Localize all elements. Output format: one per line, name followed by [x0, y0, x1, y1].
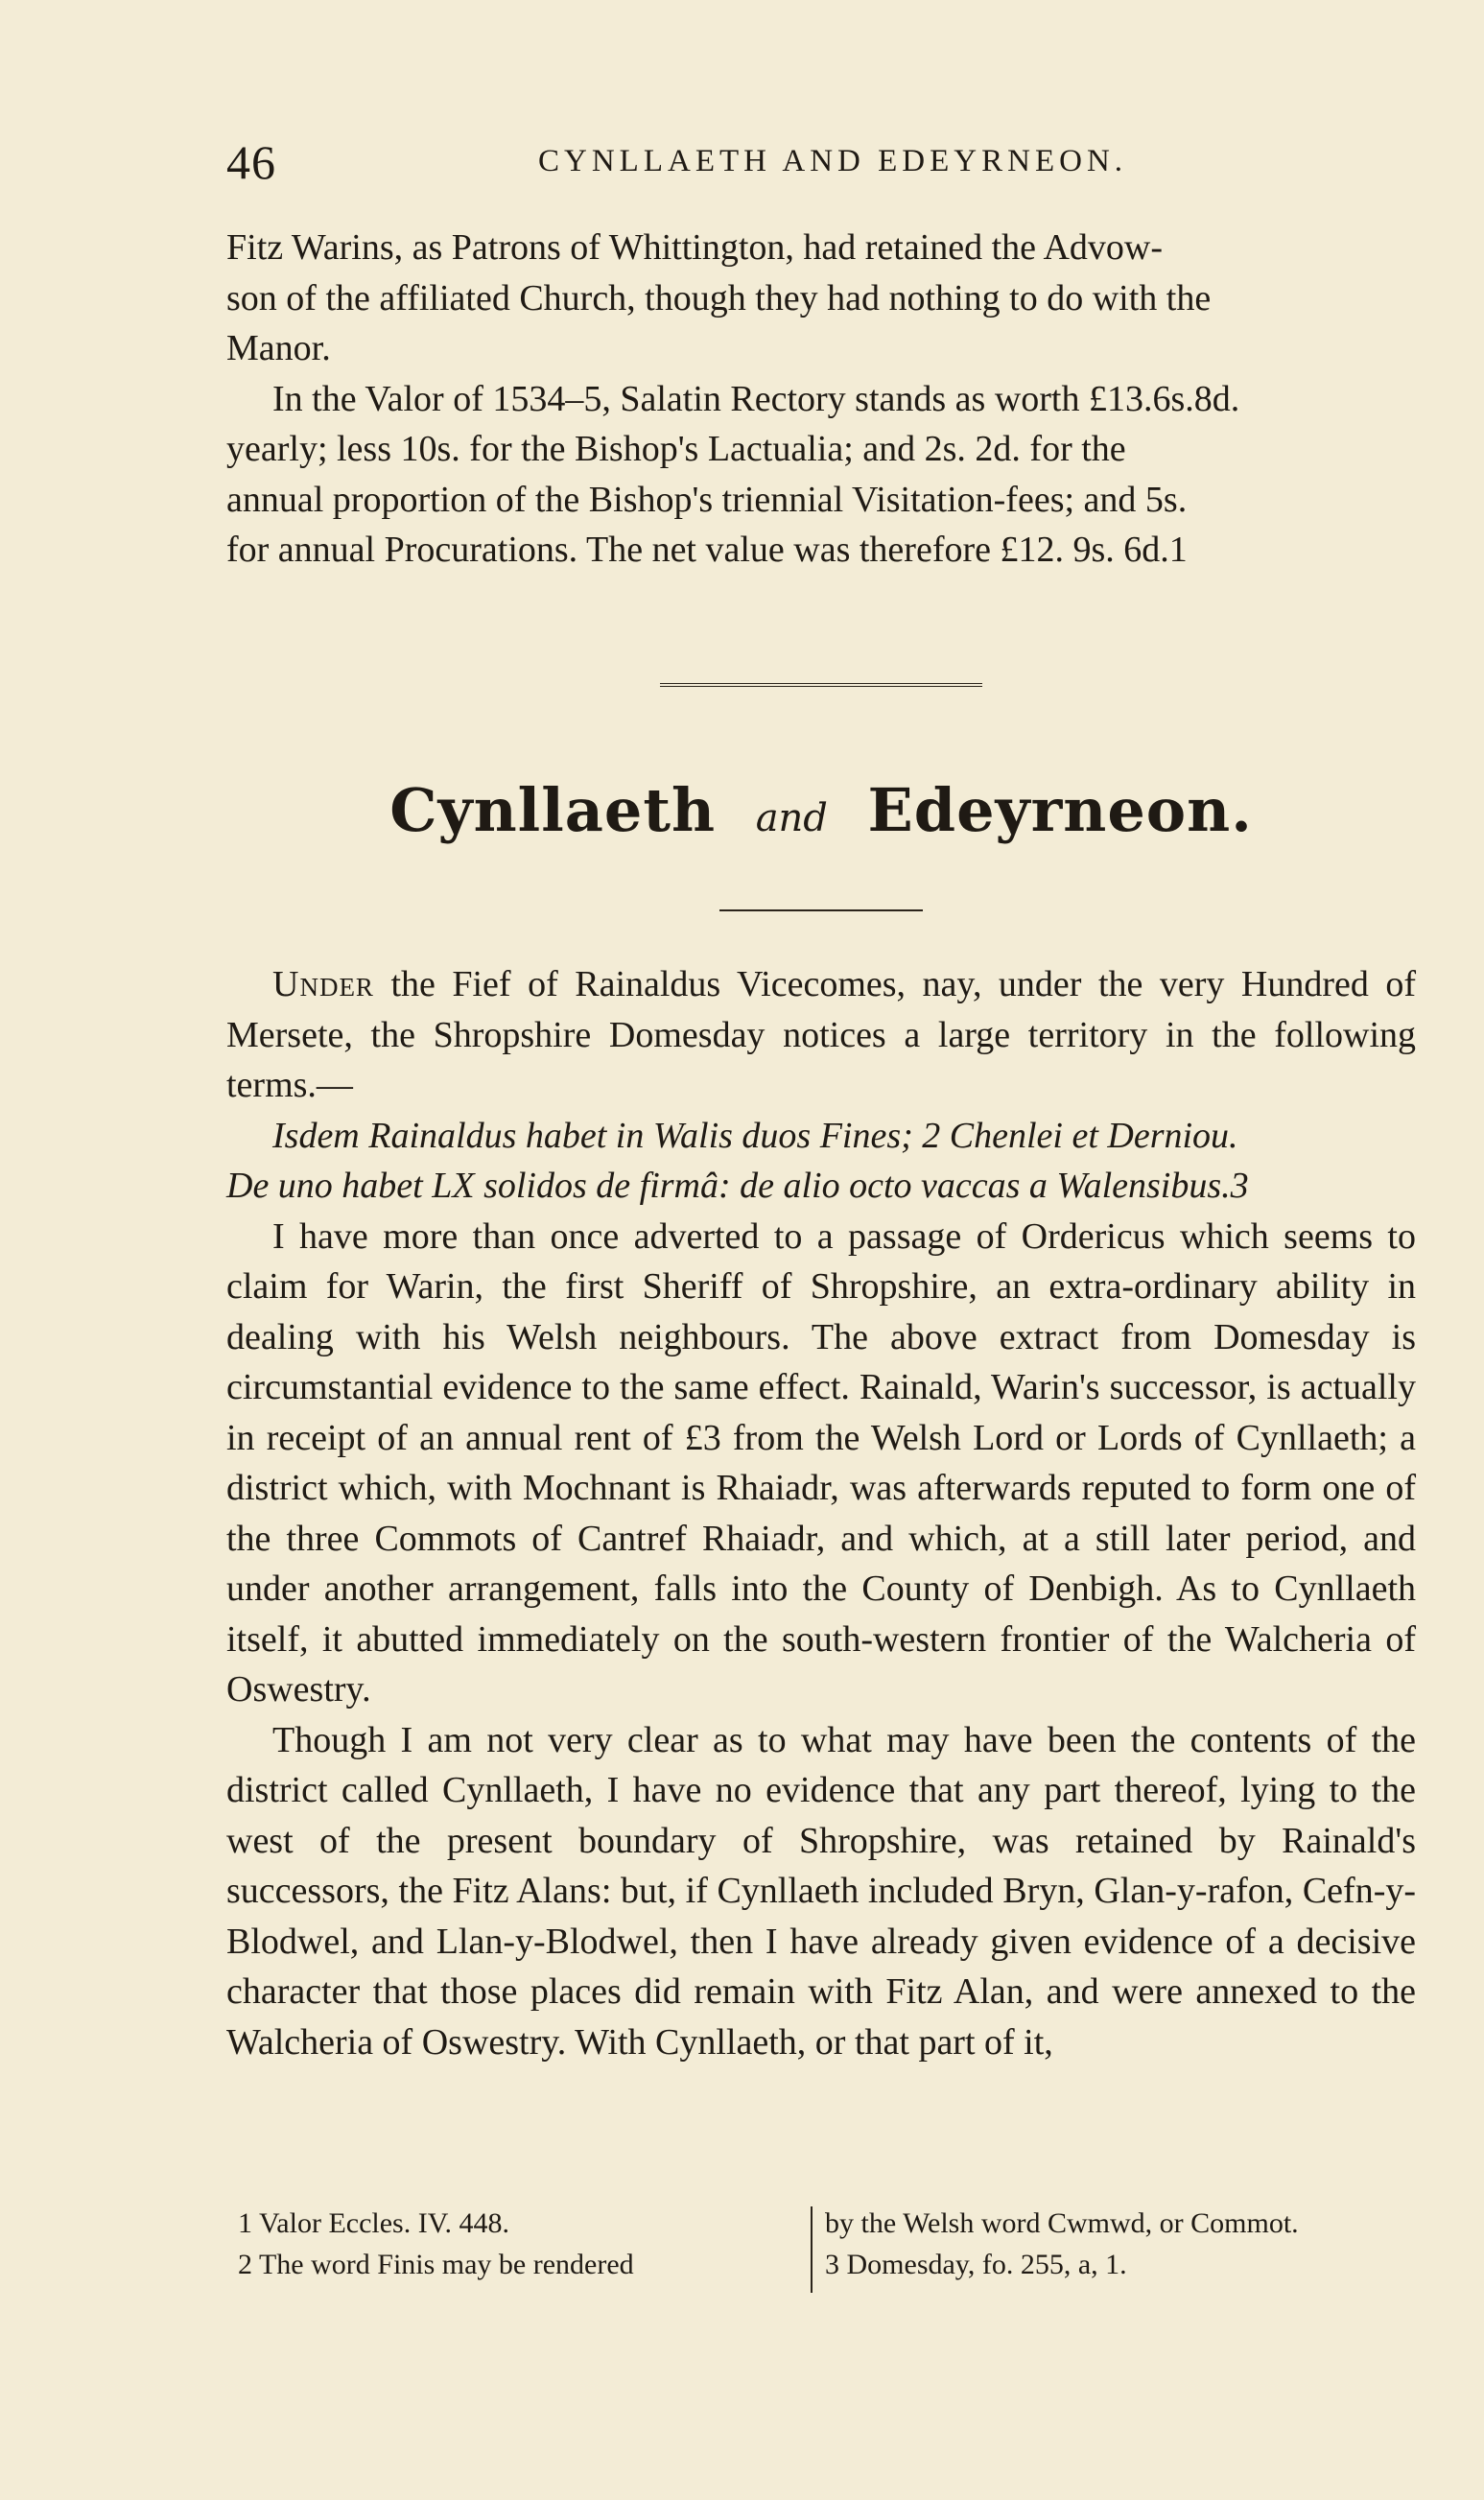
- footnote-2: 2 The word Finis may be rendered: [238, 2249, 634, 2280]
- para1-line: Fitz Warins, as Patrons of Whittington, had retained the Advow-: [226, 227, 1163, 268]
- domesday-quote: [226, 1111, 1416, 1212]
- section-title-right: Edeyrneon.: [867, 775, 1253, 845]
- paragraph-3: [226, 959, 1416, 1111]
- para2-line: In the Valor of 1534–5, Salatin Rectory stands as worth £13.6s.8d.: [272, 378, 1240, 419]
- para1-line: Manor.: [226, 328, 331, 368]
- running-head: [226, 134, 1425, 192]
- para2-line: annual proportion of the Bishop's triennial Visitation-fees; and 5s.: [226, 479, 1188, 520]
- main-text: [226, 959, 1416, 2067]
- footnote-2-continued: by the Welsh word Cwmwd, or Commot.: [825, 2207, 1299, 2239]
- section-title: [226, 775, 1416, 845]
- paragraph-3-text: the Fief of Rainaldus Vicecomes, nay, under the very Hundred of Mersete, the Shropshire Domesday notices a large territory in the following terms.—: [226, 964, 1416, 1105]
- opening-word: Under: [272, 964, 374, 1004]
- footnote-1: 1 Valor Eccles. IV. 448.: [238, 2207, 510, 2239]
- section-divider-bottom: [719, 909, 923, 911]
- section-divider-top: [660, 683, 982, 687]
- paragraph-1: [226, 223, 1416, 374]
- section-title-conjunction: and: [755, 796, 828, 840]
- footnote-divider: [811, 2206, 813, 2293]
- header-title: CYNLLAETH AND EDEYRNEON.: [538, 144, 1128, 178]
- footnotes-right-column: [825, 2203, 1391, 2285]
- para1-line: son of the affiliated Church, though they had nothing to do with the: [226, 277, 1212, 318]
- paragraph-2: [226, 374, 1416, 576]
- paragraph-4: I have more than once adverted to a passage of Ordericus which seems to claim for Warin, the first Sheriff of Shropshire, an extra-ordinary ability in dealing with his Welsh neighbours. The above extract from Domesday is circumstantial evidence to the same effect. Rainald, Warin's successor, is actually in receipt of an annual rent of £3 from the Welsh Lord or Lords of Cynllaeth; a district which, with Mochnant is Rhaiadr, was afterwards reputed to form one of the three Commots of Cantref Rhaiadr, and which, at a still later period, and under another arrangement, falls into the County of Denbigh. As to Cynllaeth itself, it abutted immediately on the south-western frontier of the Walcheria of Oswestry.: [226, 1215, 1416, 1710]
- para2-line: yearly; less 10s. for the Bishop's Lactualia; and 2s. 2d. for the: [226, 429, 1126, 469]
- quote-line: Isdem Rainaldus habet in Walis duos Fines; 2 Chenlei et Derniou.: [272, 1115, 1238, 1156]
- para2-line: for annual Procurations. The net value was therefore £12. 9s. 6d.1: [226, 530, 1188, 570]
- page-number: 46: [226, 135, 276, 189]
- quote-line: De uno habet LX solidos de firmâ: de alio octo vaccas a Walensibus.3: [226, 1166, 1249, 1206]
- footnote-3: 3 Domesday, fo. 255, a, 1.: [825, 2249, 1127, 2280]
- footnotes: [238, 2203, 1399, 2308]
- section-title-left: Cynllaeth: [389, 775, 717, 845]
- paragraph-5: Though I am not very clear as to what may have been the contents of the district called Cynllaeth, I have no evidence that any part thereof, lying to the west of the present boundary of Shropshire, was retained by Rainald's successors, the Fitz Alans: but, if Cynllaeth included Bryn, Glan-y-rafon, Cefn-y-Blodwel, and Llan-y-Blodwel, then I have already given evidence of a decisive character that those places did remain with Fitz Alan, and were annexed to the Walcheria of Oswestry. With Cynllaeth, or that part of it,: [226, 1719, 1416, 2063]
- opening-paragraphs: [226, 223, 1416, 576]
- footnotes-left-column: [238, 2203, 804, 2285]
